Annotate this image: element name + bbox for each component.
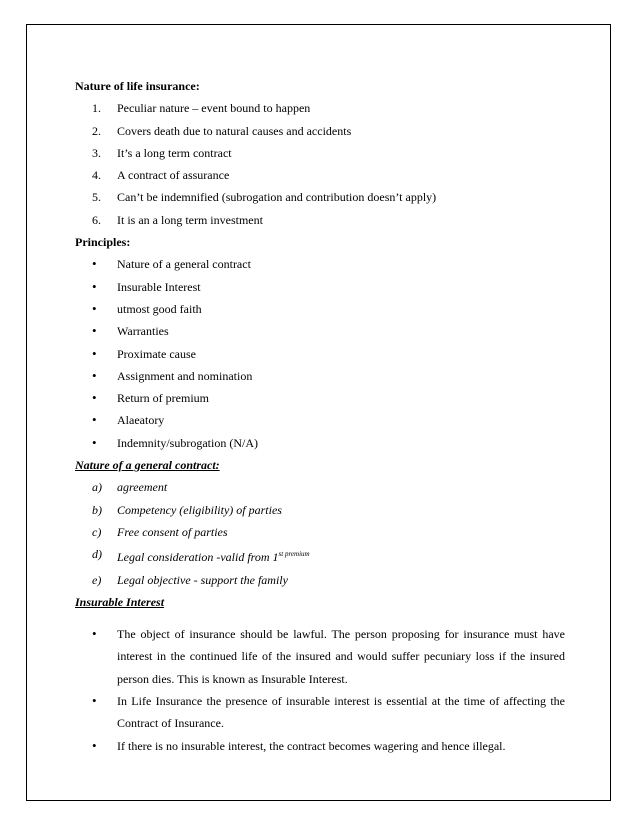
list-item bbox=[92, 521, 565, 543]
bullet-icon: • bbox=[92, 390, 97, 406]
bullet-icon: • bbox=[92, 434, 97, 450]
principles-heading: Principles: bbox=[75, 235, 131, 250]
list-item-text: agreement bbox=[117, 480, 168, 495]
bullet-icon: • bbox=[92, 323, 97, 339]
list-item bbox=[92, 186, 565, 208]
list-item-text: Covers death due to natural causes and accidents bbox=[117, 123, 352, 138]
list-item bbox=[92, 209, 565, 231]
bullet-icon: • bbox=[92, 693, 97, 709]
list-item bbox=[92, 690, 565, 735]
list-item bbox=[92, 276, 565, 298]
list-item-text: Insurable Interest bbox=[117, 279, 201, 294]
list-letter: a) bbox=[92, 480, 102, 495]
list-letter: e) bbox=[92, 572, 102, 587]
list-item bbox=[92, 365, 565, 387]
list-item-text: Legal objective - support the family bbox=[117, 572, 288, 587]
list-letter: b) bbox=[92, 502, 102, 517]
list-number: 6. bbox=[92, 212, 101, 227]
list-item bbox=[92, 142, 565, 164]
list-item-text: Return of premium bbox=[117, 391, 209, 406]
nature-list bbox=[75, 97, 565, 231]
general-contract-list bbox=[75, 476, 565, 590]
list-item bbox=[92, 320, 565, 342]
list-item bbox=[92, 409, 565, 431]
list-item-text: Legal consideration -valid from 1 bbox=[117, 550, 279, 565]
paragraph-text: The object of insurance should be lawful. The person proposing for insurance must have interest in the continued life of the insured and would suffer pecuniary loss if the insured person dies. This is known as Insurable Interest. bbox=[117, 627, 565, 686]
list-item bbox=[92, 120, 565, 142]
list-item-text: Nature of a general contract bbox=[117, 257, 251, 272]
bullet-icon: • bbox=[92, 412, 97, 428]
bullet-icon: • bbox=[92, 367, 97, 383]
list-item bbox=[92, 623, 565, 690]
list-item bbox=[92, 253, 565, 275]
list-item-text: Indemnity/subrogation (N/A) bbox=[117, 435, 258, 450]
document-content bbox=[75, 75, 565, 757]
list-item-text: Peculiar nature – event bound to happen bbox=[117, 101, 311, 116]
bullet-icon: • bbox=[92, 300, 97, 316]
list-item-text: Competency (eligibility) of parties bbox=[117, 502, 282, 517]
bullet-icon: • bbox=[92, 737, 97, 753]
paragraph-text: If there is no insurable interest, the contract becomes wagering and hence illegal. bbox=[117, 738, 506, 753]
list-item bbox=[92, 164, 565, 186]
list-item-text: Alaeatory bbox=[117, 413, 165, 428]
list-item-text: Warranties bbox=[117, 324, 169, 339]
insurable-interest-list bbox=[75, 623, 565, 757]
list-item bbox=[92, 298, 565, 320]
list-number: 5. bbox=[92, 190, 101, 205]
superscript: st premium bbox=[278, 550, 310, 559]
list-item-text: A contract of assurance bbox=[117, 168, 230, 183]
list-letter: c) bbox=[92, 524, 102, 539]
principles-list bbox=[75, 253, 565, 454]
paragraph-text: In Life Insurance the presence of insurable interest is essential at the time of affecting the Contract of Insurance. bbox=[117, 694, 565, 731]
list-item bbox=[92, 735, 565, 757]
bullet-icon: • bbox=[92, 345, 97, 361]
list-number: 1. bbox=[92, 101, 101, 116]
list-item bbox=[92, 432, 565, 454]
list-item bbox=[92, 543, 565, 568]
bullet-icon: • bbox=[92, 278, 97, 294]
list-item bbox=[92, 387, 565, 409]
insurable-interest-heading: Insurable Interest bbox=[75, 594, 165, 609]
list-item-text: Free consent of parties bbox=[117, 524, 228, 539]
list-item-text: utmost good faith bbox=[117, 301, 202, 316]
list-letter: d) bbox=[92, 547, 102, 562]
nature-heading: Nature of life insurance: bbox=[75, 79, 200, 93]
list-number: 3. bbox=[92, 145, 101, 160]
list-item-text: Assignment and nomination bbox=[117, 368, 253, 383]
list-item-text: It is an a long term investment bbox=[117, 212, 263, 227]
list-item bbox=[92, 476, 565, 498]
list-number: 2. bbox=[92, 123, 101, 138]
list-item-text: Proximate cause bbox=[117, 346, 196, 361]
list-item-text: It’s a long term contract bbox=[117, 145, 232, 160]
list-item bbox=[92, 97, 565, 119]
list-item bbox=[92, 343, 565, 365]
bullet-icon: • bbox=[92, 256, 97, 272]
list-item-text: Can’t be indemnified (subrogation and contribution doesn’t apply) bbox=[117, 190, 437, 205]
list-number: 4. bbox=[92, 168, 101, 183]
list-item bbox=[92, 499, 565, 521]
bullet-icon: • bbox=[92, 626, 97, 642]
list-item bbox=[92, 569, 565, 591]
general-contract-heading: Nature of a general contract: bbox=[75, 458, 220, 473]
